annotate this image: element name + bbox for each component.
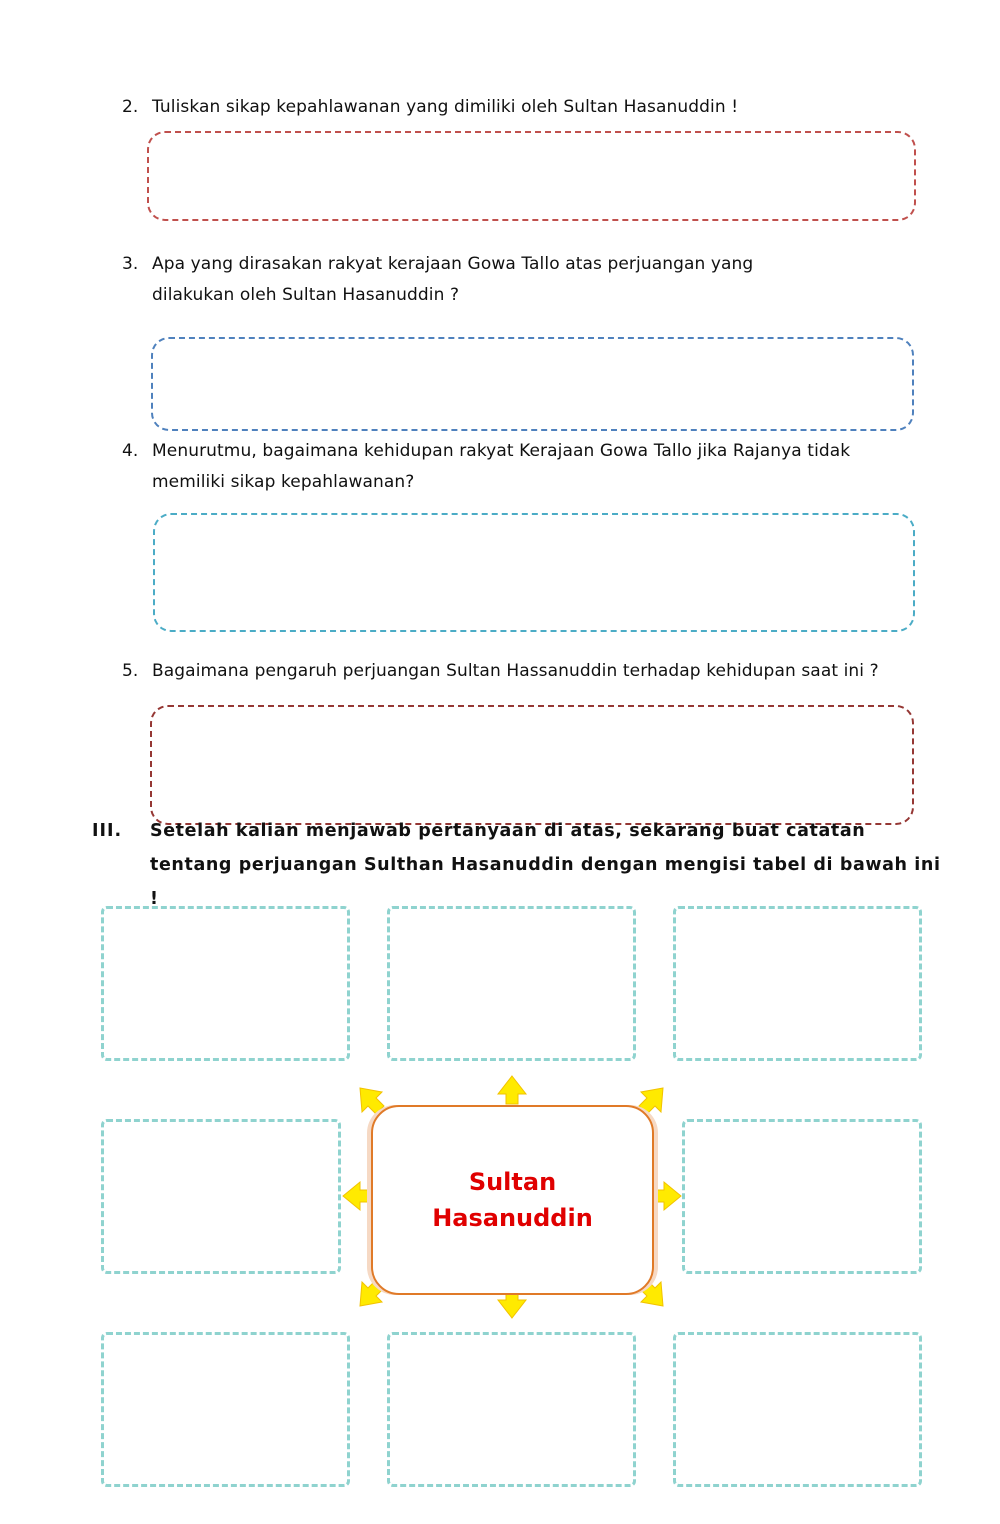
arrow-up-left-icon	[360, 1088, 384, 1114]
note-box-bottom-right[interactable]	[673, 1332, 922, 1487]
answer-box-3[interactable]	[151, 337, 914, 431]
question-text: Apa yang dirasakan rakyat kerajaan Gowa Tallo atas perjuangan yang dilakukan oleh Sultan Hasanuddin ?	[152, 254, 754, 305]
question-2	[122, 92, 738, 123]
arrow-down-icon	[498, 1294, 526, 1318]
mindmap-center-card	[371, 1105, 654, 1295]
note-box-middle-right[interactable]	[682, 1119, 922, 1274]
note-box-top-right[interactable]	[673, 906, 922, 1061]
arrow-left-icon	[343, 1182, 370, 1210]
question-4	[122, 436, 850, 498]
question-text: Tuliskan sikap kepahlawanan yang dimiliki oleh Sultan Hasanuddin !	[152, 97, 739, 117]
note-box-top-center[interactable]	[387, 906, 636, 1061]
arrow-right-icon	[655, 1182, 681, 1210]
section-3-instruction	[92, 814, 942, 916]
question-number: 5.	[122, 661, 139, 681]
note-box-top-left[interactable]	[101, 906, 350, 1061]
question-number: 3.	[122, 254, 139, 274]
answer-box-4[interactable]	[153, 513, 915, 632]
note-box-bottom-left[interactable]	[101, 1332, 350, 1487]
answer-box-5[interactable]	[150, 705, 914, 825]
question-text: Bagaimana pengaruh perjuangan Sultan Hassanuddin terhadap kehidupan saat ini ?	[152, 661, 879, 681]
question-5	[122, 656, 879, 687]
section-number: III.	[92, 821, 123, 841]
question-number: 2.	[122, 97, 139, 117]
question-text: Menurutmu, bagaimana kehidupan rakyat Kerajaan Gowa Tallo jika Rajanya tidak memiliki sikap kepahlawanan?	[152, 441, 851, 492]
arrow-up-icon	[498, 1076, 526, 1104]
note-box-middle-left[interactable]	[101, 1119, 341, 1274]
question-number: 4.	[122, 441, 139, 461]
answer-box-2[interactable]	[147, 131, 916, 221]
question-3	[122, 249, 753, 311]
note-box-bottom-center[interactable]	[387, 1332, 636, 1487]
center-label: Sultan Hasanuddin	[432, 1168, 593, 1232]
section-text: Setelah kalian menjawab pertanyaan di atas, sekarang buat catatan tentang perjuangan Sulthan Hasanuddin dengan mengisi tabel di bawah ini !	[150, 821, 941, 909]
